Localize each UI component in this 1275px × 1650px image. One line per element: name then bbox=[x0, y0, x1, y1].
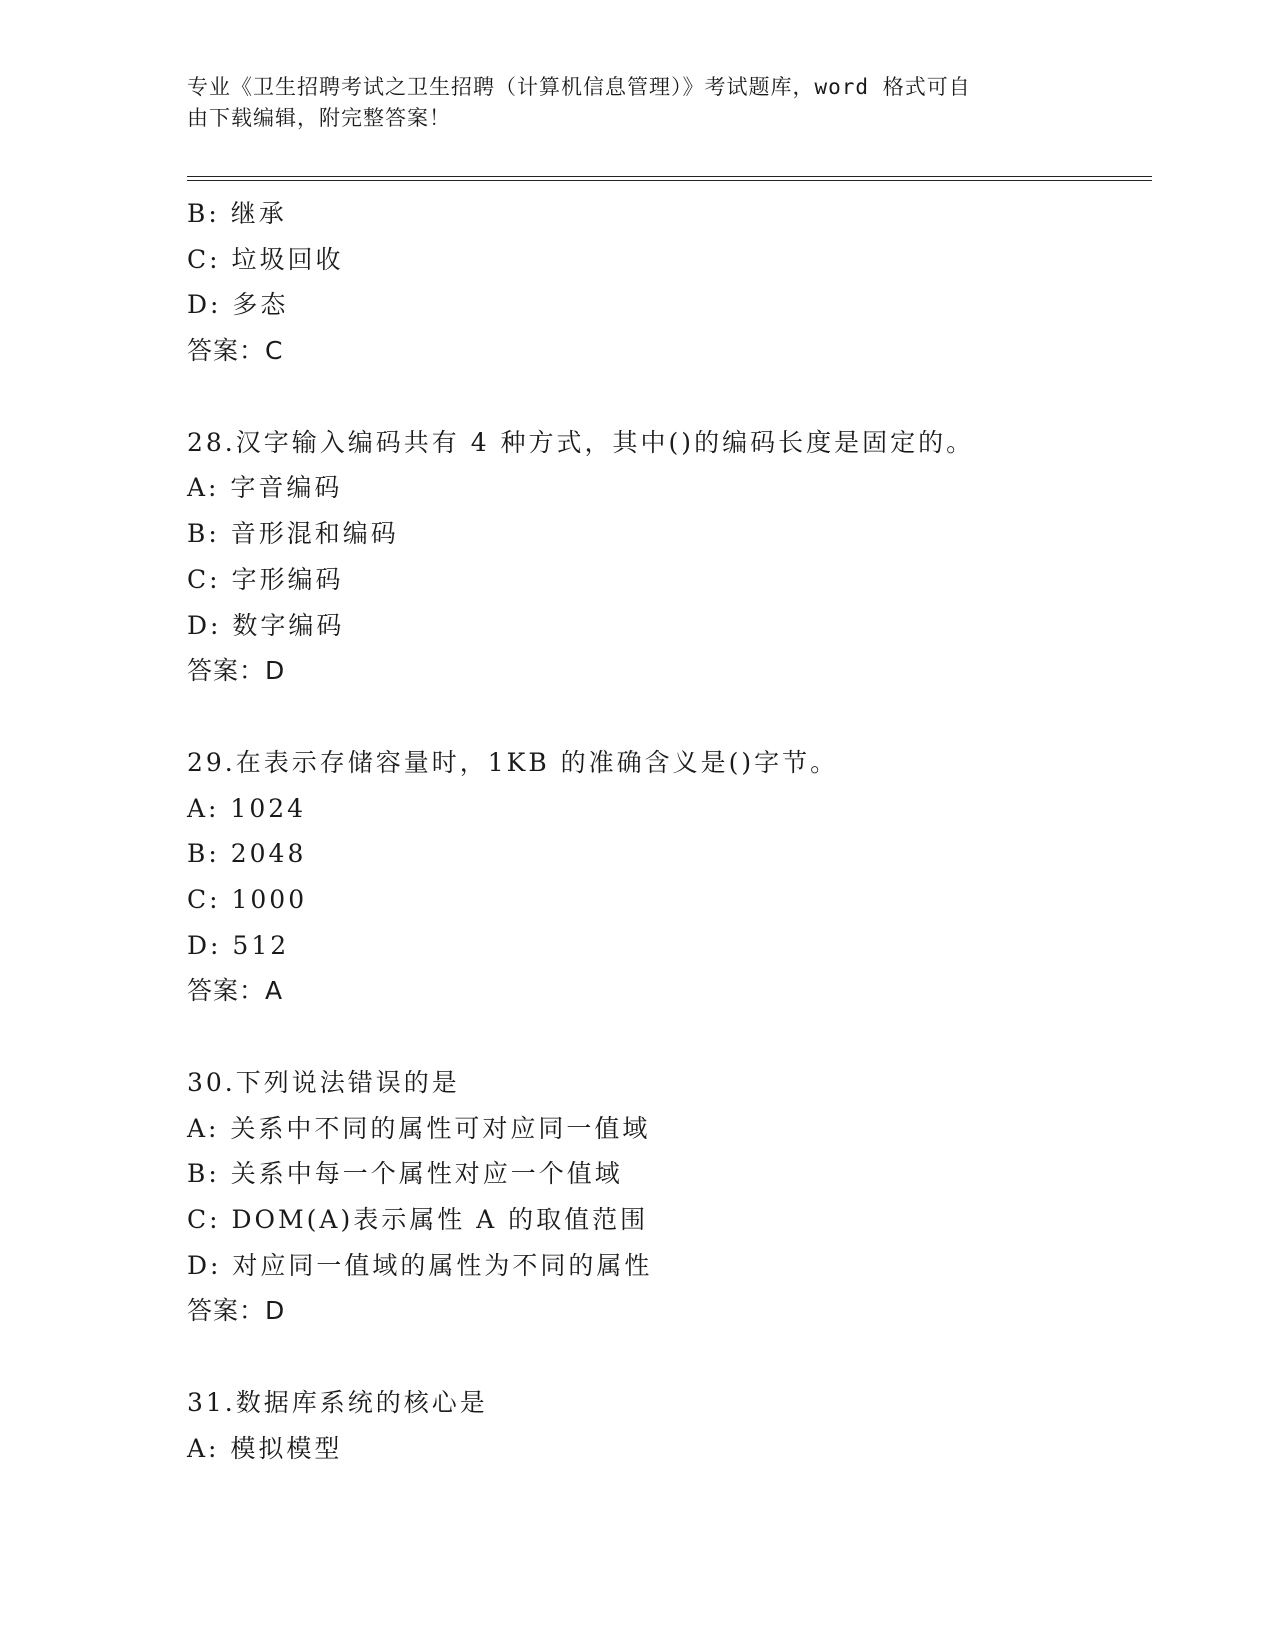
block-gap bbox=[187, 1014, 1152, 1060]
option-c: C: 1000 bbox=[187, 884, 308, 914]
answer-line: 答案：D bbox=[187, 656, 286, 686]
question-block bbox=[187, 191, 1152, 374]
header-line-2: 由下载编辑，附完整答案！ bbox=[187, 106, 451, 130]
option-d: D: 对应同一值域的属性为不同的属性 bbox=[187, 1250, 653, 1280]
question-list bbox=[187, 191, 1152, 1472]
header-double-rule bbox=[187, 176, 1152, 181]
option-a: A: 模拟模型 bbox=[187, 1433, 343, 1463]
block-gap bbox=[187, 694, 1152, 740]
option-b: B: 继承 bbox=[187, 199, 287, 228]
option-b: B: 关系中每一个属性对应一个值域 bbox=[187, 1159, 623, 1189]
question-text: 31.数据库系统的核心是 bbox=[187, 1388, 488, 1418]
option-c: C: 垃圾回收 bbox=[187, 244, 344, 274]
option-a: A: 字音编码 bbox=[187, 473, 343, 503]
option-c: C: 字形编码 bbox=[187, 564, 344, 594]
option-a: A: 1024 bbox=[187, 793, 307, 823]
question-block bbox=[187, 420, 1152, 694]
block-gap bbox=[187, 374, 1152, 420]
answer-line: 答案：C bbox=[187, 336, 284, 366]
answer-line: 答案：D bbox=[187, 1296, 286, 1326]
question-text: 30.下列说法错误的是 bbox=[187, 1068, 460, 1097]
question-block bbox=[187, 740, 1152, 1014]
option-b: B: 音形混和编码 bbox=[187, 519, 399, 549]
question-text: 28.汉字输入编码共有 4 种方式，其中()的编码长度是固定的。 bbox=[187, 427, 975, 457]
block-gap bbox=[187, 1334, 1152, 1380]
option-d: D: 多态 bbox=[187, 290, 289, 320]
question-block bbox=[187, 1060, 1152, 1334]
header-line-1: 专业《卫生招聘考试之卫生招聘（计算机信息管理）》考试题库，word 格式可自 bbox=[187, 75, 971, 99]
document-header bbox=[187, 72, 1067, 134]
answer-line: 答案：A bbox=[187, 976, 284, 1006]
option-d: D: 数字编码 bbox=[187, 610, 345, 640]
option-c: C: DOM(A)表示属性 A 的取值范围 bbox=[187, 1205, 649, 1235]
option-d: D: 512 bbox=[187, 930, 290, 960]
question-block bbox=[187, 1380, 1152, 1471]
option-b: B: 2048 bbox=[187, 839, 307, 869]
question-text: 29.在表示存储容量时，1KB 的准确含义是()字节。 bbox=[187, 747, 839, 777]
option-a: A: 关系中不同的属性可对应同一值域 bbox=[187, 1113, 651, 1143]
